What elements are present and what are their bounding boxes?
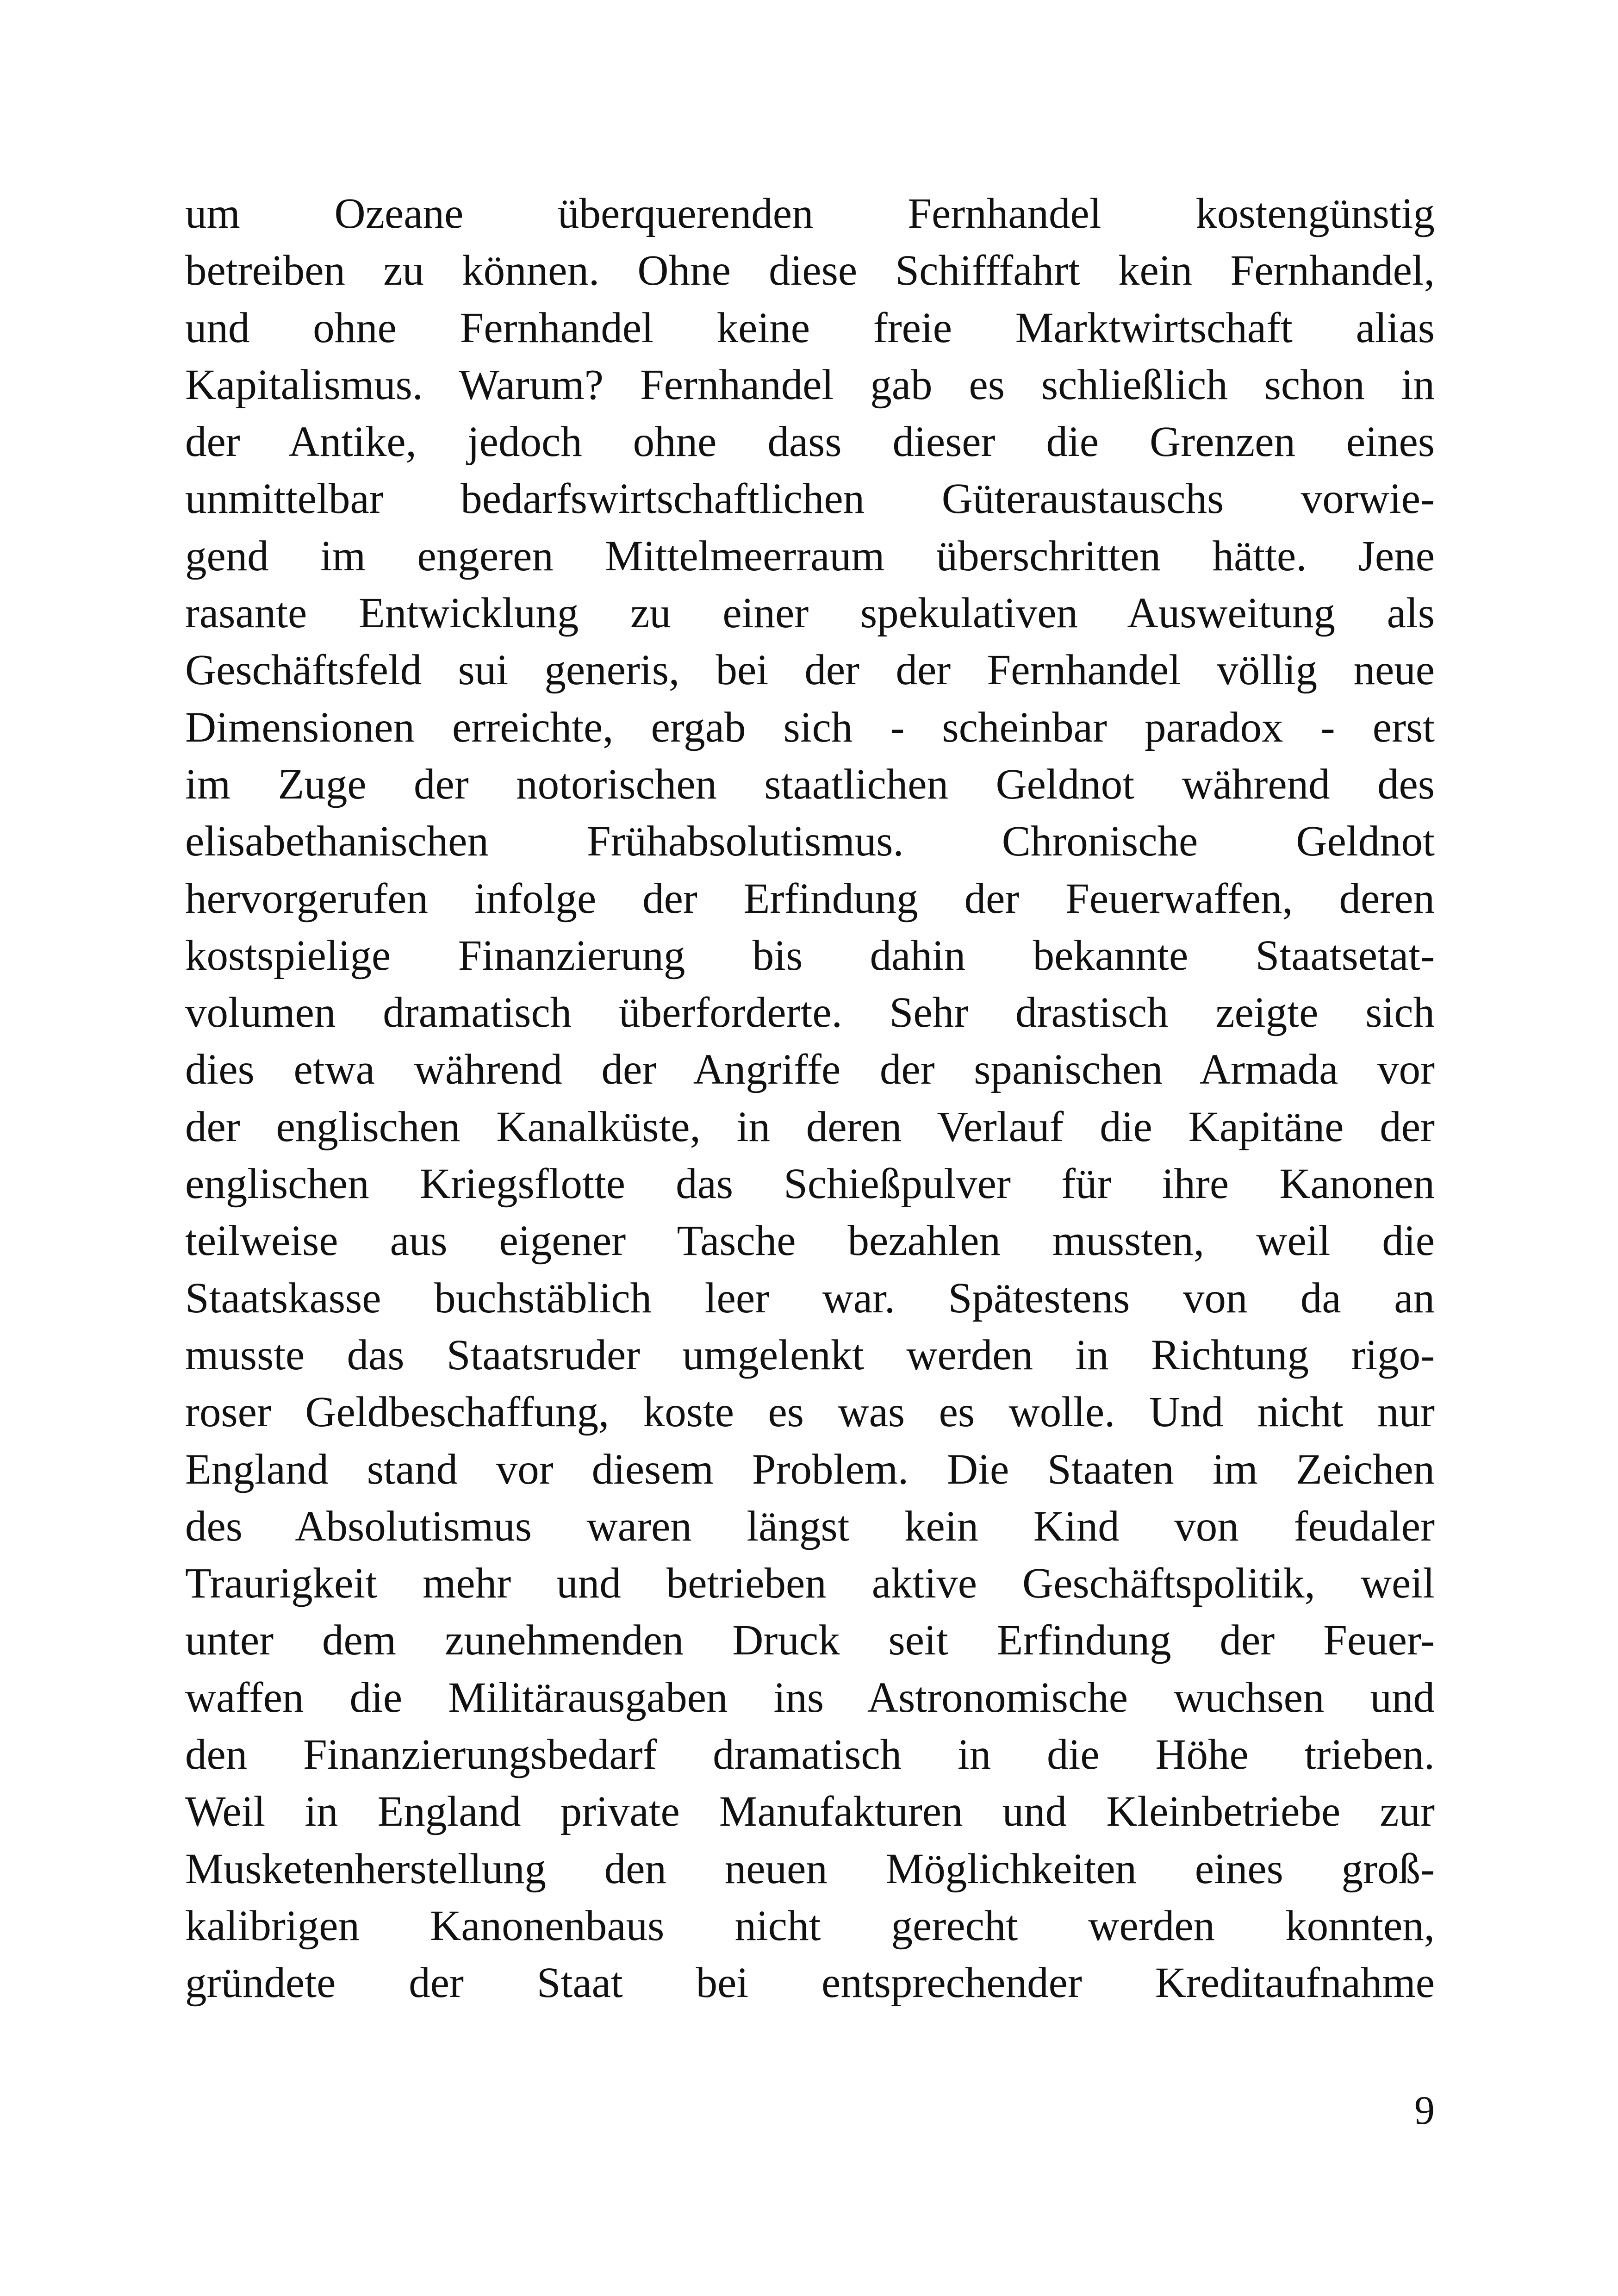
text-line-30: Musketenherstellung den neuen Möglichkeiten eines groß- xyxy=(185,1845,1435,1893)
text-line-14: kostspielige Finanzierung bis dahin bekannte Staatsetat- xyxy=(185,931,1435,980)
text-line-6: unmittelbar bedarfswirtschaftlichen Güteraustauschs vorwie- xyxy=(185,475,1435,523)
text-line-32: gründete der Staat bei entsprechender Kreditaufnahme xyxy=(185,1959,1435,2007)
text-line-27: waffen die Militärausgaben ins Astronomische wuchsen und xyxy=(185,1673,1435,1722)
text-line-19: teilweise aus eigener Tasche bezahlen mussten, weil die xyxy=(185,1217,1435,1265)
text-line-21: musste das Staatsruder umgelenkt werden in Richtung rigo- xyxy=(185,1331,1435,1379)
text-line-15: volumen dramatisch überforderte. Sehr drastisch zeigte sich xyxy=(185,989,1435,1037)
text-line-16: dies etwa während der Angriffe der spanischen Armada vor xyxy=(185,1046,1435,1094)
text-line-29: Weil in England private Manufakturen und Kleinbetriebe zur xyxy=(185,1788,1435,1836)
text-line-17: der englischen Kanalküste, in deren Verlauf die Kapitäne der xyxy=(185,1103,1435,1151)
text-line-22: roser Geldbeschaffung, koste es was es wolle. Und nicht nur xyxy=(185,1388,1435,1436)
text-line-26: unter dem zunehmenden Druck seit Erfindung der Feuer- xyxy=(185,1616,1435,1665)
text-line-13: hervorgerufen infolge der Erfindung der Feuerwaffen, deren xyxy=(185,874,1435,923)
text-line-11: im Zuge der notorischen staatlichen Geldnot während des xyxy=(185,760,1435,808)
text-line-4: Kapitalismus. Warum? Fernhandel gab es schließlich schon in xyxy=(185,361,1435,409)
text-line-5: der Antike, jedoch ohne dass dieser die Grenzen eines xyxy=(185,418,1435,466)
text-line-12: elisabethanischen Frühabsolutismus. Chronische Geldnot xyxy=(185,817,1435,866)
text-line-9: Geschäftsfeld sui generis, bei der der Fernhandel völlig neue xyxy=(185,646,1435,694)
page-number: 9 xyxy=(1414,2088,1435,2133)
text-line-3: und ohne Fernhandel keine freie Marktwirtschaft alias xyxy=(185,304,1435,352)
text-line-31: kalibrigen Kanonenbaus nicht gerecht werden konnten, xyxy=(185,1902,1435,1950)
text-line-24: des Absolutismus waren längst kein Kind von feudaler xyxy=(185,1502,1435,1550)
text-line-23: England stand vor diesem Problem. Die Staaten im Zeichen xyxy=(185,1445,1435,1493)
text-line-8: rasante Entwicklung zu einer spekulativen Ausweitung als xyxy=(185,589,1435,637)
text-line-1: um Ozeane überquerenden Fernhandel kostengünstig xyxy=(185,190,1435,237)
text-line-7: gend im engeren Mittelmeerraum überschritten hätte. Jene xyxy=(185,532,1435,580)
text-line-25: Traurigkeit mehr und betrieben aktive Geschäftspolitik, weil xyxy=(185,1560,1435,1608)
text-line-28: den Finanzierungsbedarf dramatisch in die Höhe trieben. xyxy=(185,1731,1435,1779)
body-text xyxy=(185,185,1435,2012)
text-line-20: Staatskasse buchstäblich leer war. Spätestens von da an xyxy=(185,1274,1435,1322)
text-line-10: Dimensionen erreichte, ergab sich - scheinbar paradox - erst xyxy=(185,703,1435,751)
text-line-2: betreiben zu können. Ohne diese Schifffahrt kein Fernhandel, xyxy=(185,247,1435,295)
text-line-18: englischen Kriegsflotte das Schießpulver für ihre Kanonen xyxy=(185,1160,1435,1208)
